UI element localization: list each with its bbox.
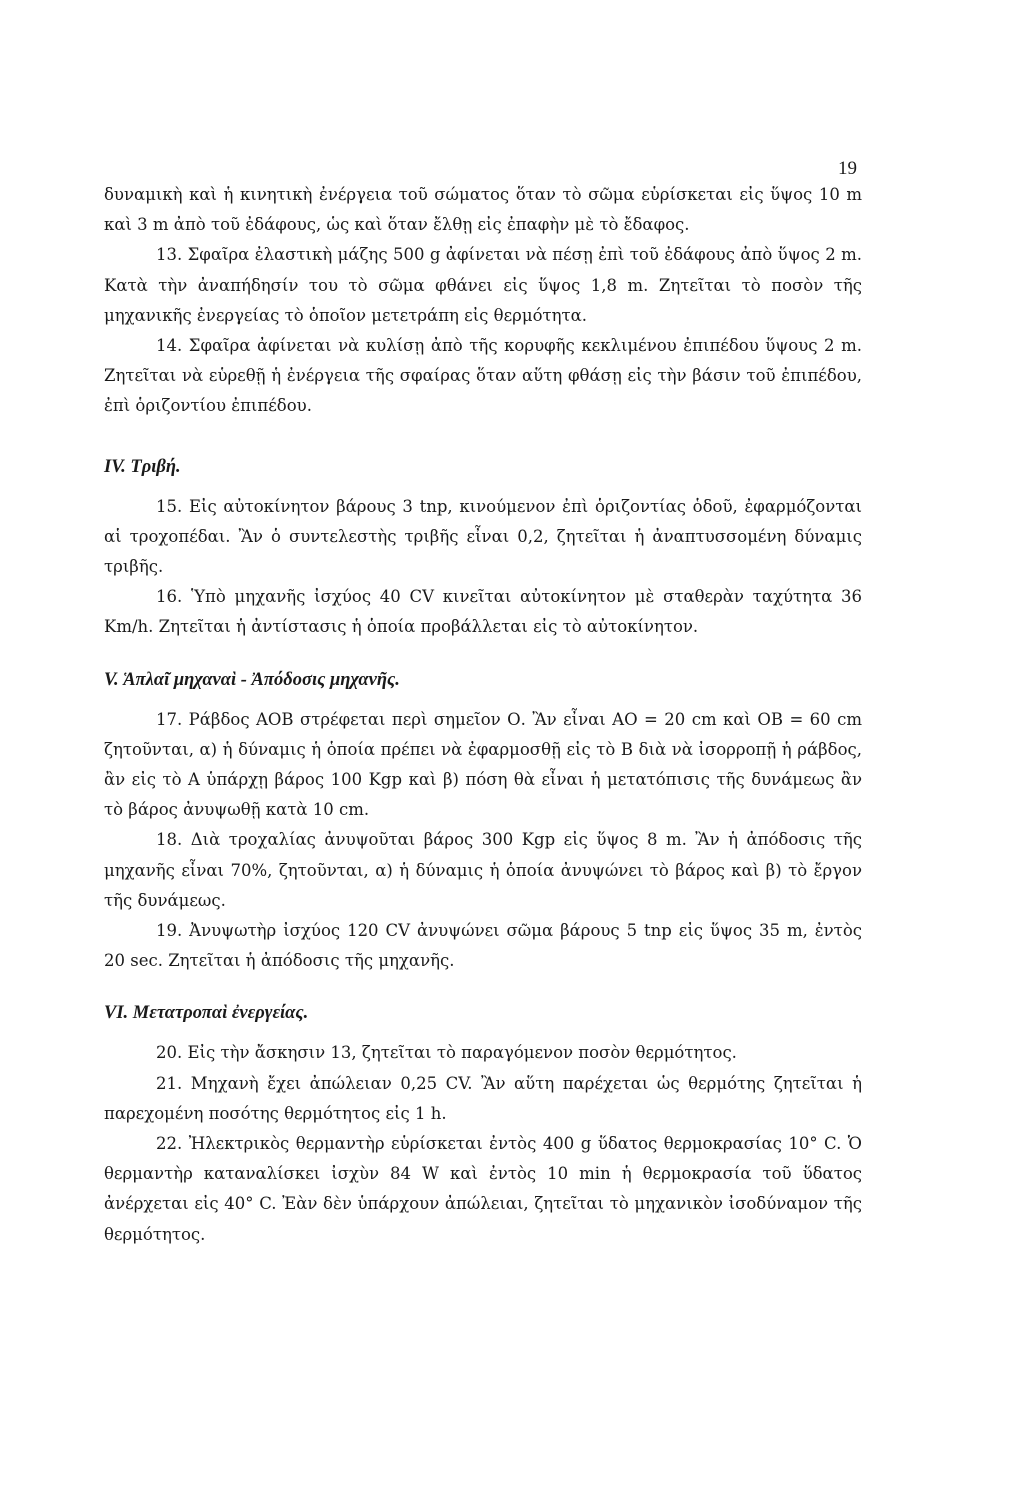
section-heading-vi: VI. Μετατροπαὶ ἐνεργείας. [104,1003,309,1024]
exercise-17: 17. Ράβδος ΑΟΒ στρέφεται περὶ σημεῖον Ο. Ἂν εἶναι ΑΟ = 20 cm καὶ ΟΒ = 60 cm ζητοῦνται, α) ἡ δύναμις ἡ ὁποία πρέπει νὰ ἐφαρμοσθῇ εἰς τὸ Β διὰ νὰ ἰσορροπῇ ἡ ράβδος, ἂν εἰς τὸ Α ὑπάρχῃ βάρος 100 Kgp καὶ β) πόση θὰ εἶναι ἡ μετατόπισις τῆς δυνάμεως ἂν τὸ βάρος ἀνυψωθῇ κατὰ 10 cm. [104,709,862,820]
exercise-13: 13. Σφαῖρα ἐλαστικὴ μάζης 500 g ἀφίνεται νὰ πέσῃ ἐπὶ τοῦ ἐδάφους ἀπὸ ὕψος 2 m. Κατὰ τὴν ἀναπήδησίν του τὸ σῶμα φθάνει εἰς ὕψος 1,8 m. Ζητεῖται τὸ ποσὸν τῆς μηχανικῆς ἐνεργείας τὸ ὁποῖον μετετράπη εἰς θερμότητα. [104,245,862,325]
exercise-20: 20. Εἰς τὴν ἄσκησιν 13, ζητεῖται τὸ παραγόμενον ποσὸν θερμότητος. [156,1043,737,1063]
section-heading-iv: IV. Τριβή. [104,456,181,477]
page-content [104,180,862,1250]
exercise-14: 14. Σφαῖρα ἀφίνεται νὰ κυλίσῃ ἀπὸ τῆς κορυφῆς κεκλιμένου ἐπιπέδου ὕψους 2 m. Ζητεῖται νὰ εὑρεθῇ ἡ ἐνέργεια τῆς σφαίρας ὅταν αὕτη φθάσῃ εἰς τὴν βάσιν τοῦ ἐπιπέδου, ἐπὶ ὁριζοντίου ἐπιπέδου. [104,336,862,416]
exercise-22: 22. Ἠλεκτρικὸς θερμαντὴρ εὑρίσκεται ἐντὸς 400 g ὕδατος θερμοκρασίας 10° C. Ὁ θερμαντὴρ καταναλίσκει ἰσχὺν 84 W καὶ ἐντὸς 10 min ἡ θερμοκρασία τοῦ ὕδατος ἀνέρχεται εἰς 40° C. Ἐὰν δὲν ὑπάρχουν ἀπώλειαι, ζητεῖται τὸ μηχανικὸν ἰσοδύναμον τῆς θερμότητος. [104,1134,862,1244]
exercise-18: 18. Διὰ τροχαλίας ἀνυψοῦται βάρος 300 Kgp εἰς ὕψος 8 m. Ἂν ἡ ἀπόδοσις τῆς μηχανῆς εἶναι 70%, ζητοῦνται, α) ἡ δύναμις ἡ ὁποία ἀνυψώνει τὸ βάρος καὶ β) τὸ ἔργον τῆς δυνάμεως. [104,830,862,910]
exercise-19: 19. Ἀνυψωτὴρ ἰσχύος 120 CV ἀνυψώνει σῶμα βάρους 5 tnp εἰς ὕψος 35 m, ἐντὸς 20 sec. Ζητεῖται ἡ ἀπόδοσις τῆς μηχανῆς. [104,921,862,971]
section-heading-v: V. Ἁπλαῖ μηχαναὶ - Ἀπόδοσις μηχανῆς. [104,669,400,690]
page-number: 19 [838,158,857,179]
paragraph-continuation: δυναμικὴ καὶ ἡ κινητικὴ ἐνέργεια τοῦ σώματος ὅταν τὸ σῶμα εὑρίσκεται εἰς ὕψος 10 m καὶ 3 m ἀπὸ τοῦ ἐδάφους, ὡς καὶ ὅταν ἔλθῃ εἰς ἐπαφὴν μὲ τὸ ἔδαφος. [104,185,862,235]
exercise-15: 15. Εἰς αὐτοκίνητον βάρους 3 tnp, κινούμενον ἐπὶ ὁριζοντίας ὁδοῦ, ἐφαρμόζονται αἱ τροχοπέδαι. Ἂν ὁ συντελεστὴς τριβῆς εἶναι 0,2, ζητεῖται ἡ ἀναπτυσσομένη δύναμις τριβῆς. [104,496,862,577]
exercise-21: 21. Μηχανὴ ἔχει ἀπώλειαν 0,25 CV. Ἂν αὕτη παρέχεται ὡς θερμότης ζητεῖται ἡ παρεχομένη ποσότης θερμότητος εἰς 1 h. [104,1073,862,1123]
exercise-16: 16. Ὑπὸ μηχανῆς ἰσχύος 40 CV κινεῖται αὐτοκίνητον μὲ σταθερὰν ταχύτητα 36 Km/h. Ζητεῖται ἡ ἀντίστασις ἡ ὁποία προβάλλεται εἰς τὸ αὐτοκίνητον. [104,587,862,637]
